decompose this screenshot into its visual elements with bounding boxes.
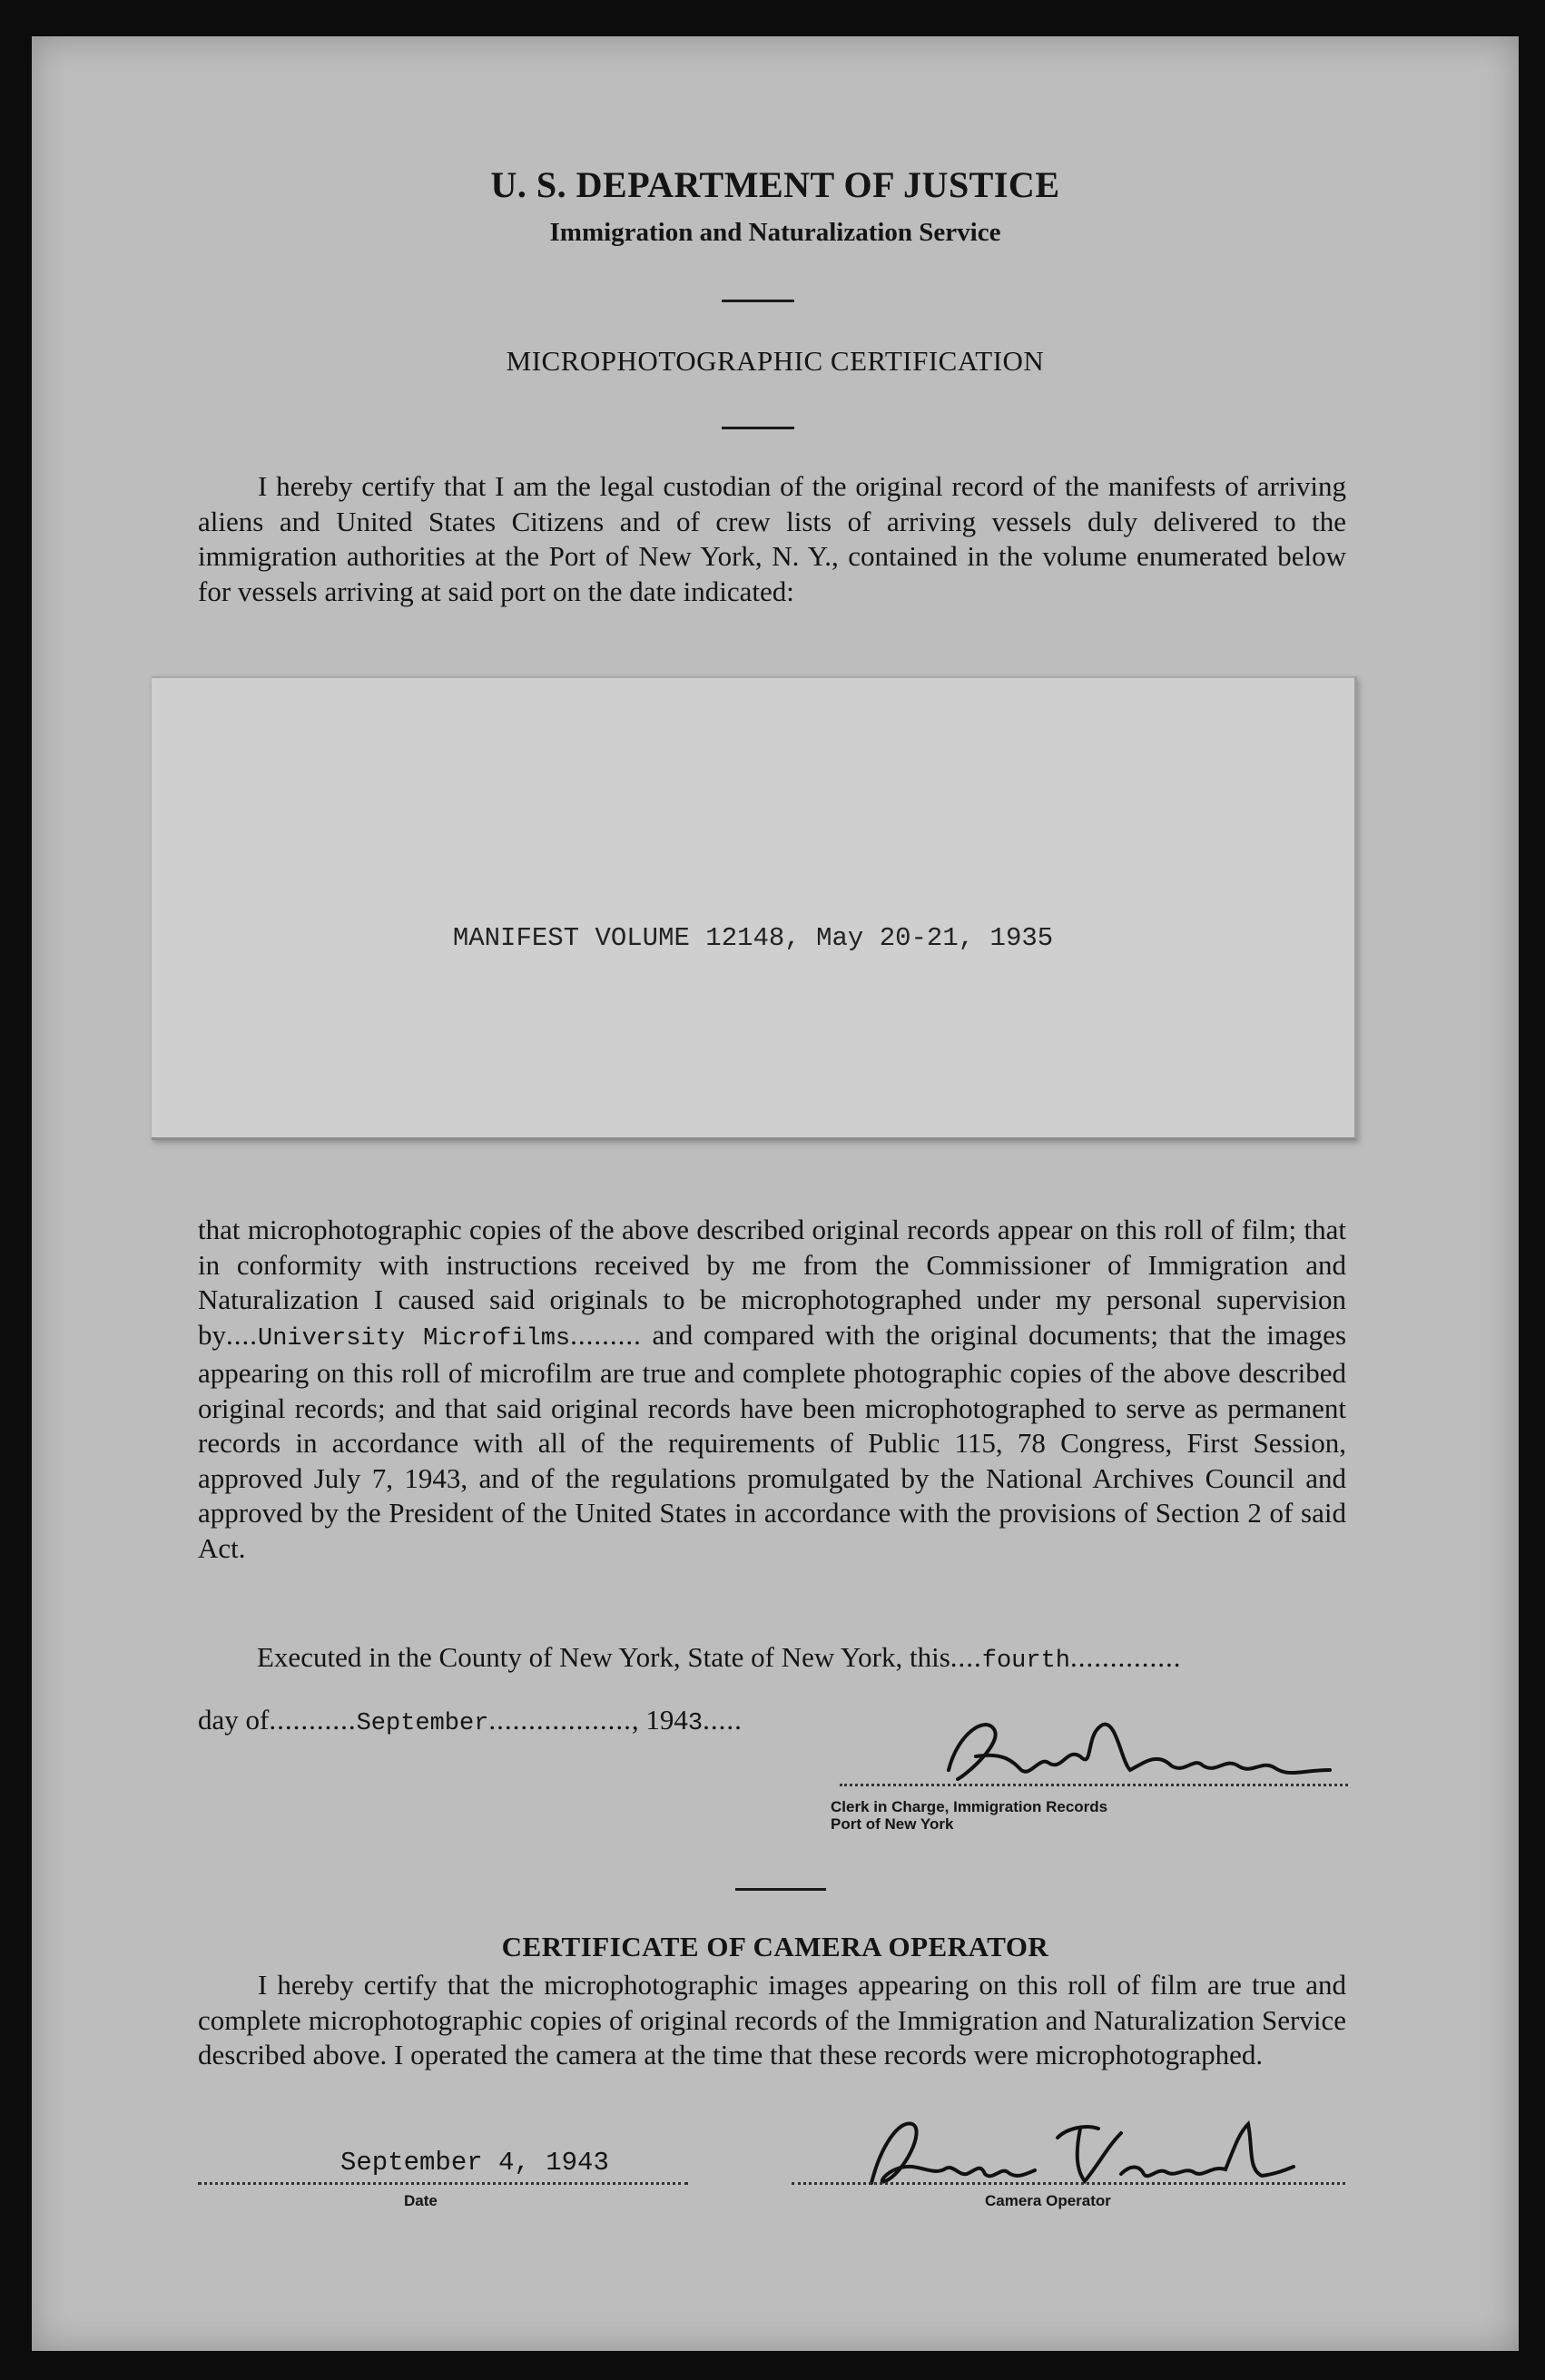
date-line [198,2182,688,2185]
certificate-page [32,36,1519,2351]
photographer-field: University Microfilms [258,1324,571,1352]
department-heading: U. S. DEPARTMENT OF JUSTICE [490,164,1060,205]
clerk-title [831,1798,1107,1833]
certification-text-before: that microphotographic copies of the above described original records appear on this roll of film; that in conformity with instructions received by me from the Commissioner of Immigration and Naturalization I caused said originals to be microphotographed under my personal supervision by [198,1214,1346,1351]
execution-month-field: September [356,1710,489,1737]
camera-operator-label: Camera Operator [985,2192,1111,2209]
divider [722,427,794,429]
camera-operator-heading: CERTIFICATE OF CAMERA OPERATOR [501,1931,1049,1962]
execution-day-field: fourth [981,1647,1070,1675]
execution-line: Executed in the County of New York, State of New York, this....fourth.............. [257,1641,1182,1675]
day-of-line: day of...........September.................., 1943..... [198,1704,743,1737]
certification-text-after: and compared with the original documents; that the images appearing on this roll of microfilm are true and complete photographic copies of the above described original records; and that said original records have been microphotographed to serve as permanent records in accordance with all of the requirements of Public 115, 78 Congress, First Session, approved July 7, 1943, and of the regulations promulgated by the National Archives Council and approved by the President of the United States in accordance with the provisions of Section 2 of said Act. [198,1318,1347,1564]
execution-year-digit: 3 [687,1710,704,1737]
date-label: Date [404,2192,438,2209]
clerk-title-line1: Clerk in Charge, Immigration Records [831,1798,1108,1815]
form-title: MICROPHOTOGRAPHIC CERTIFICATION [506,345,1045,377]
certification-paragraph: that microphotographic copies of the above described original records appear on this roll of film; that in conformity with instructions received by me from the Commissioner of Immigration and Naturalization I caused said originals to be microphotographed under my personal supervision by....University Microfilms......... and compared with the original documents; that the images appearing on this roll of microfilm are true and complete photographic copies of the above described original records; and that said original records have been microphotographed to serve as permanent records in accordance with all of the requirements of Public 115, 78 Congress, First Session, approved July 7, 1943, and of the regulations promulgated by the National Archives Council and approved by the President of the United States in accordance with the provisions of Section 2 of said Act. [198,1214,1347,1564]
camera-operator-signature-line [792,2182,1345,2185]
clerk-signature [930,1706,1339,1788]
intro-paragraph: I hereby certify that I am the legal custodian of the original record of the manifests of arriving aliens and United States Citizens and of crew lists of arriving vessels duly delivered to the immigration authorities at the Port of New York, N. Y., contained in the volume enumerated below for vessels arriving at said port on the date indicated: [198,470,1346,607]
volume-label-slip [152,676,1357,1140]
divider [735,1888,826,1891]
date-value: September 4, 1943 [340,2148,609,2178]
divider [722,300,794,302]
camera-operator-paragraph: I hereby certify that the microphotographic images appearing on this roll of film are true and complete microphotographic copies of original records of the Immigration and Naturalization Service described above. I operated the camera at the time that these records were microphotographed. [198,1969,1346,2070]
clerk-title-line2: Port of New York [831,1815,954,1833]
day-of-label: day of [198,1704,270,1736]
execution-prefix: Executed in the County of New York, State of New York, this [257,1641,950,1673]
execution-year-prefix: , 194 [631,1704,688,1736]
manifest-volume-label: MANIFEST VOLUME 12148, May 20-21, 1935 [452,923,1054,953]
service-subheading: Immigration and Naturalization Service [549,218,1001,247]
